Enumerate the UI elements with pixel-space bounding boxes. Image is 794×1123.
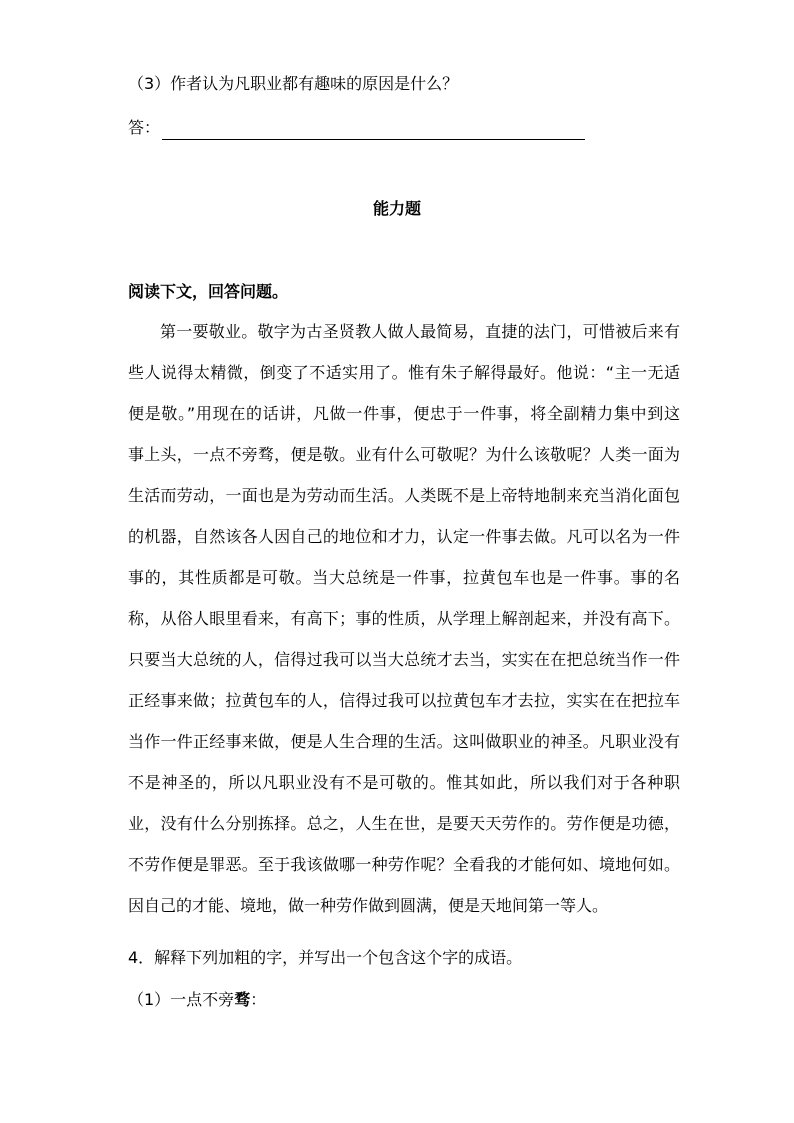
passage-line: 便是敬。”用现在的话讲，凡做一件事，便忠于一件事，将全副精力集中到这 (128, 404, 680, 423)
question-4-1 (128, 988, 266, 1012)
passage-line: 不是神圣的，所以凡职业没有不是可敬的。惟其如此，所以我们对于各种职 (128, 773, 680, 792)
question-4: 4．解释下列加粗的字，并写出一个包含这个字的成语。 (128, 948, 523, 967)
answer-label: 答： (128, 118, 161, 137)
question-4-1-suffix: ： (250, 990, 267, 1009)
section-title: 能力题 (372, 199, 421, 218)
passage-line: 不劳作便是罪恶。至于我该做哪一种劳作呢？全看我的才能何如、境地何如。 (128, 855, 680, 874)
passage-line: 事的，其性质都是可敬。当大总统是一件事，拉黄包车也是一件事。事的名 (128, 568, 680, 587)
question-4-1-bold-char: 骛 (234, 990, 251, 1009)
passage-line: 正经事来做；拉黄包车的人，信得过我可以拉黄包车才去拉，实实在在把拉车 (128, 691, 680, 710)
passage-line: 事上头，一点不旁骛，便是敬。业有什么可敬呢？为什么该敬呢？人类一面为 (128, 445, 680, 464)
reading-instruction: 阅读下文，回答问题。 (128, 282, 289, 301)
answer-line (128, 116, 585, 140)
passage-line: 的机器，自然该各人因自己的地位和才力，认定一件事去做。凡可以名为一件 (128, 527, 680, 546)
question-3: （3）作者认为凡职业都有趣味的原因是什么？ (128, 74, 459, 93)
passage-line: 些人说得太精微，倒变了不适实用了。惟有朱子解得最好。他说：“主一无适 (128, 363, 680, 382)
passage-line: 生活而劳动，一面也是为劳动而生活。人类既不是上帝特地制来充当消化面包 (128, 486, 680, 505)
passage-line: 第一要敬业。敬字为古圣贤教人做人最简易，直捷的法门，可惜被后来有 (160, 322, 680, 341)
passage-line: 因自己的才能、境地，做一种劳作做到圆满，便是天地间第一等人。 (128, 896, 609, 915)
passage-line: 称，从俗人眼里看来，有高下；事的性质，从学理上解剖起来，并没有高下。 (128, 609, 680, 628)
question-4-1-prefix: （1）一点不旁 (128, 990, 235, 1009)
passage-line: 只要当大总统的人，信得过我可以当大总统才去当，实实在在把总统当作一件 (128, 650, 680, 669)
answer-blank (162, 125, 585, 140)
passage-line: 当作一件正经事来做，便是人生合理的生活。这叫做职业的神圣。凡职业没有 (128, 732, 680, 751)
passage-line: 业，没有什么分别拣择。总之，人生在世，是要天天劳作的。劳作便是功德， (128, 814, 680, 833)
